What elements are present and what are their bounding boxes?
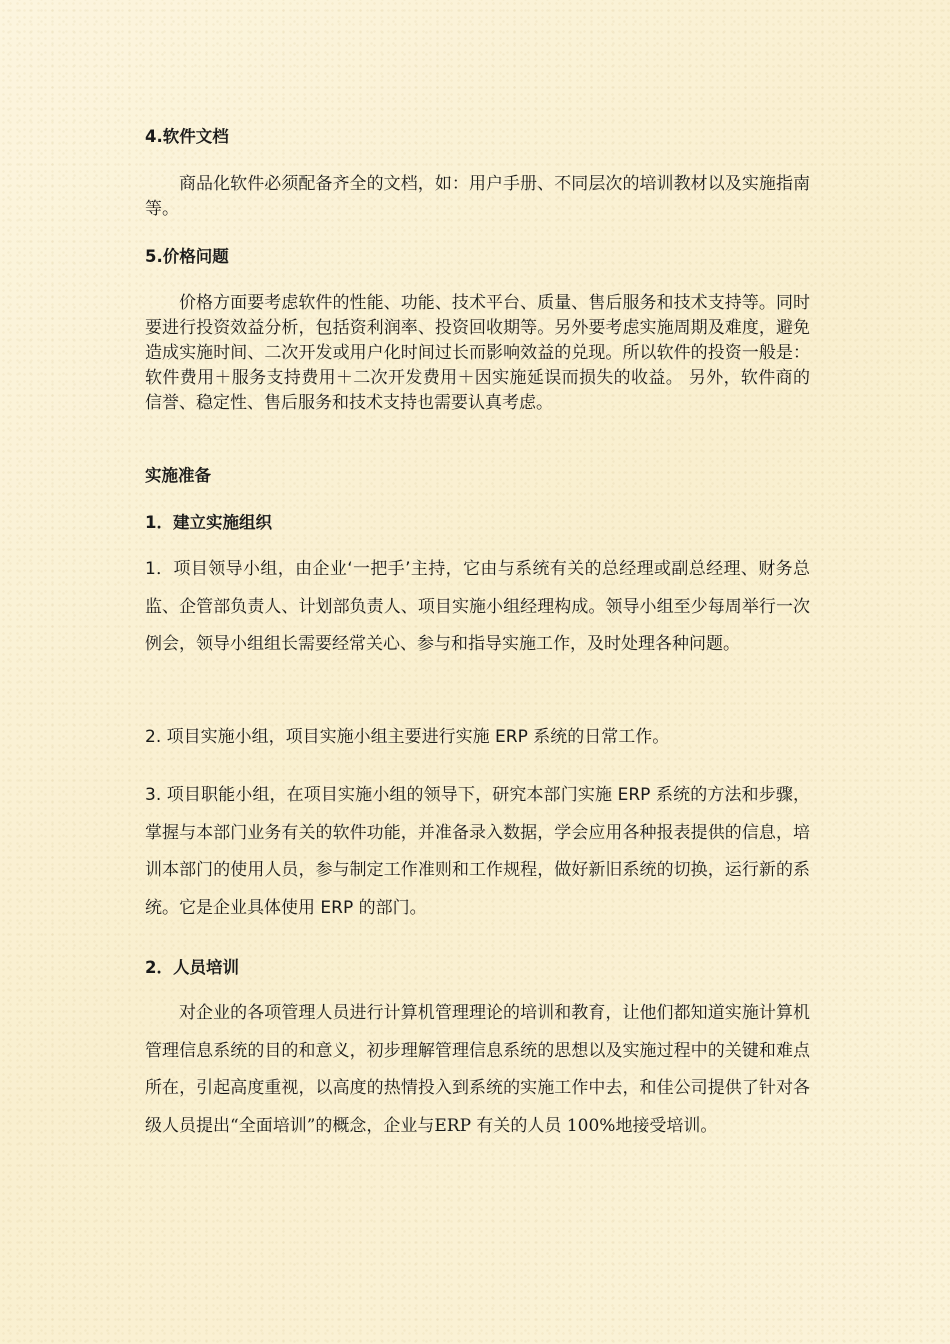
heading-software-docs: 4.软件文档 <box>145 127 229 146</box>
heading-price: 5.价格问题 <box>145 247 229 266</box>
heading-preparation: 实施准备 <box>145 466 211 485</box>
paragraph-price: 价格方面要考虑软件的性能、功能、技术平台、质量、售后服务和技术支持等。同时要进行投资效益分析，包括资利润率、投资回收期等。另外要考虑实施周期及难度，避免造成实施时间、二次开发或用户化时间过长而影响效益的兑现。所以软件的投资一般是：软件费用＋服务支持费用＋二次开发费用＋因实施延误而损失的收益。 另外，软件商的信誉、稳定性、售后服务和技术支持也需要认真考虑。 <box>145 293 810 413</box>
list-item-implementation-group: 2. 项目实施小组，项目实施小组主要进行实施 ERP 系统的日常工作。 <box>145 727 670 747</box>
list-item-functional-group: 3. 项目职能小组，在项目实施小组的领导下，研究本部门实施 ERP 系统的方法和步骤，掌握与本部门业务有关的软件功能，并准备录入数据，学会应用各种报表提供的信息，培训本部门的使用人员，参与制定工作准则和工作规程，做好新旧系统的切换，运行新的系统。它是企业具体使用 ERP 的部门。 <box>145 785 810 918</box>
list-item-leadership-group: 1．项目领导小组，由企业‘一把手’主持，它由与系统有关的总经理或副总经理、财务总监、企管部负责人、计划部负责人、项目实施小组经理构成。领导小组至少每周举行一次例会，领导小组组长需要经常关心、参与和指导实施工作，及时处理各种问题。 <box>145 559 810 654</box>
paragraph-software-docs: 商品化软件必须配备齐全的文档，如：用户手册、不同层次的培训教材以及实施指南等。 <box>145 174 810 219</box>
heading-organization: 1．建立实施组织 <box>145 513 272 532</box>
heading-training: 2．人员培训 <box>145 958 239 977</box>
paragraph-training: 对企业的各项管理人员进行计算机管理理论的培训和教育，让他们都知道实施计算机管理信息系统的目的和意义，初步理解管理信息系统的思想以及实施过程中的关键和难点所在，引起高度重视，以高度的热情投入到系统的实施工作中去，和佳公司提供了针对各级人员提出“全面培训”的概念，企业与ERP 有关的人员 100%地接受培训。 <box>145 1003 810 1136</box>
